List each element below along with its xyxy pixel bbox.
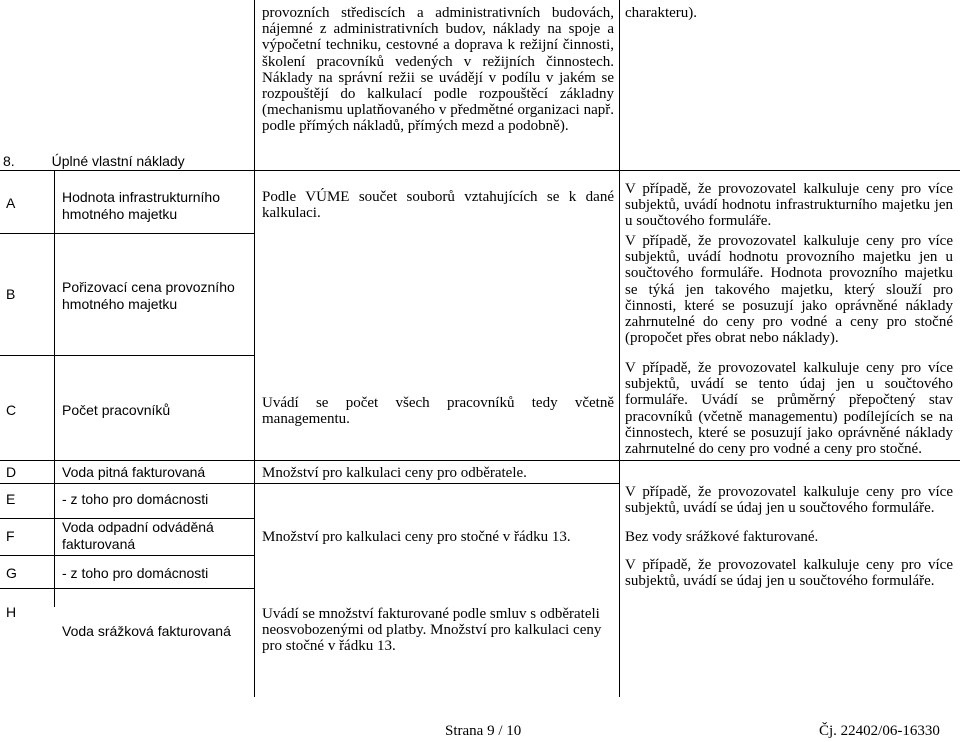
row-h-label: Voda srážková fakturovaná xyxy=(62,623,231,639)
section-header xyxy=(3,153,185,170)
top-mid-text: provozních střediscích a administrativních budovách, nájemné z administrativních budov, náklady na spoje a výpočetní techniku, cestovné a doprava k režijní činnosti, školení pracovníků vedených v režijních činnostech. Náklady na správní režii se uvádějí v podílu v jakém se rozpouštějí do kalkulací podle rozpouštěcí základny (mechanismu uplatňovaného v předmětné organizaci např. podle přímých nákladů, přímých mezd a podobně). xyxy=(262,5,614,135)
page-number: Strana 9 / 10 xyxy=(445,723,522,739)
section-title: Úplné vlastní náklady xyxy=(51,153,185,169)
row-line-f-g xyxy=(0,555,254,556)
row-line-c-d xyxy=(0,460,960,461)
top-right-text: charakteru). xyxy=(625,5,698,21)
section-number: 8. xyxy=(3,153,15,169)
row-d-mid: Množství pro kalkulaci ceny pro odběratele. xyxy=(262,465,527,481)
col-divider-right xyxy=(619,0,620,697)
row-line-d-e xyxy=(0,483,619,484)
row-d-label: Voda pitná fakturovaná xyxy=(62,464,206,480)
row-line-a-b xyxy=(0,233,254,234)
row-a-right: V případě, že provozovatel kalkuluje ceny pro více subjektů, uvádí hodnotu infrastrukturního majetku jen u součtového formuláře. xyxy=(625,181,953,230)
row-h-mid: Uvádí se množství fakturované podle smluv s odběrateli neosvobozenými od platby. Množství pro kalkulaci ceny pro stočné v řádku 13. xyxy=(262,606,602,655)
row-b-letter: B xyxy=(6,286,16,302)
row-h-letter: H xyxy=(6,604,17,620)
row-a-label: Hodnota infrastrukturního hmotného majetku xyxy=(62,189,220,222)
row-a-letter: A xyxy=(6,195,16,211)
row-e-right: V případě, že provozovatel kalkuluje ceny pro více subjektů, uvádí se údaj jen u součtového formuláře. xyxy=(625,484,953,517)
row-g-label: - z toho pro domácnosti xyxy=(62,565,209,581)
row-b-label: Pořizovací cena provozního hmotného majetku xyxy=(62,279,235,312)
col-divider-label xyxy=(54,170,55,607)
row-f-mid: Množství pro kalkulaci ceny pro stočné v řádku 13. xyxy=(262,529,571,545)
row-a-mid: Podle VÚME součet souborů vztahujících se k dané kalkulaci. xyxy=(262,189,614,222)
row-b-right: V případě, že provozovatel kalkuluje ceny pro více subjektů, uvádí hodnotu provozního majetku jen u součtového formuláře. Hodnota provozního majetku se týká jen takového majetku, který slouží pro činnosti, které se posuzují jako oprávněné náklady zahrnutelné do ceny pro vodné a ceny pro stočné (propočet přes obrat nebo náklady). xyxy=(625,233,953,347)
row-line-g-h xyxy=(0,588,254,589)
row-g-right: V případě, že provozovatel kalkuluje ceny pro více subjektů, uvádí se údaj jen u součtového formuláře. xyxy=(625,557,953,590)
row-d-letter: D xyxy=(6,464,17,480)
row-f-right: Bez vody srážkové fakturované. xyxy=(625,529,819,545)
row-g-letter: G xyxy=(6,565,17,581)
reference-number: Čj. 22402/06-16330 xyxy=(819,723,940,739)
row-line-b-c xyxy=(0,355,254,356)
row-e-label: - z toho pro domácnosti xyxy=(62,491,209,507)
row-f-label: Voda odpadní odváděná fakturovaná xyxy=(62,519,214,552)
row-line-section xyxy=(0,170,960,171)
row-c-letter: C xyxy=(6,402,17,418)
row-e-letter: E xyxy=(6,491,16,507)
col-divider-mid xyxy=(254,0,255,697)
row-c-right: V případě, že provozovatel kalkuluje ceny pro více subjektů, uvádí se tento údaj jen u součtového formuláře. Uvádí se průměrný přepočtený stav pracovníků (včetně managementu) podílejících se na činnostech, které se posuzují jako oprávněné náklady zahrnutelné do ceny pro vodné a ceny pro stočné. xyxy=(625,360,953,458)
row-f-letter: F xyxy=(6,528,15,544)
row-c-label: Počet pracovníků xyxy=(62,402,171,418)
row-c-mid: Uvádí se počet všech pracovníků tedy včetně managementu. xyxy=(262,395,614,428)
